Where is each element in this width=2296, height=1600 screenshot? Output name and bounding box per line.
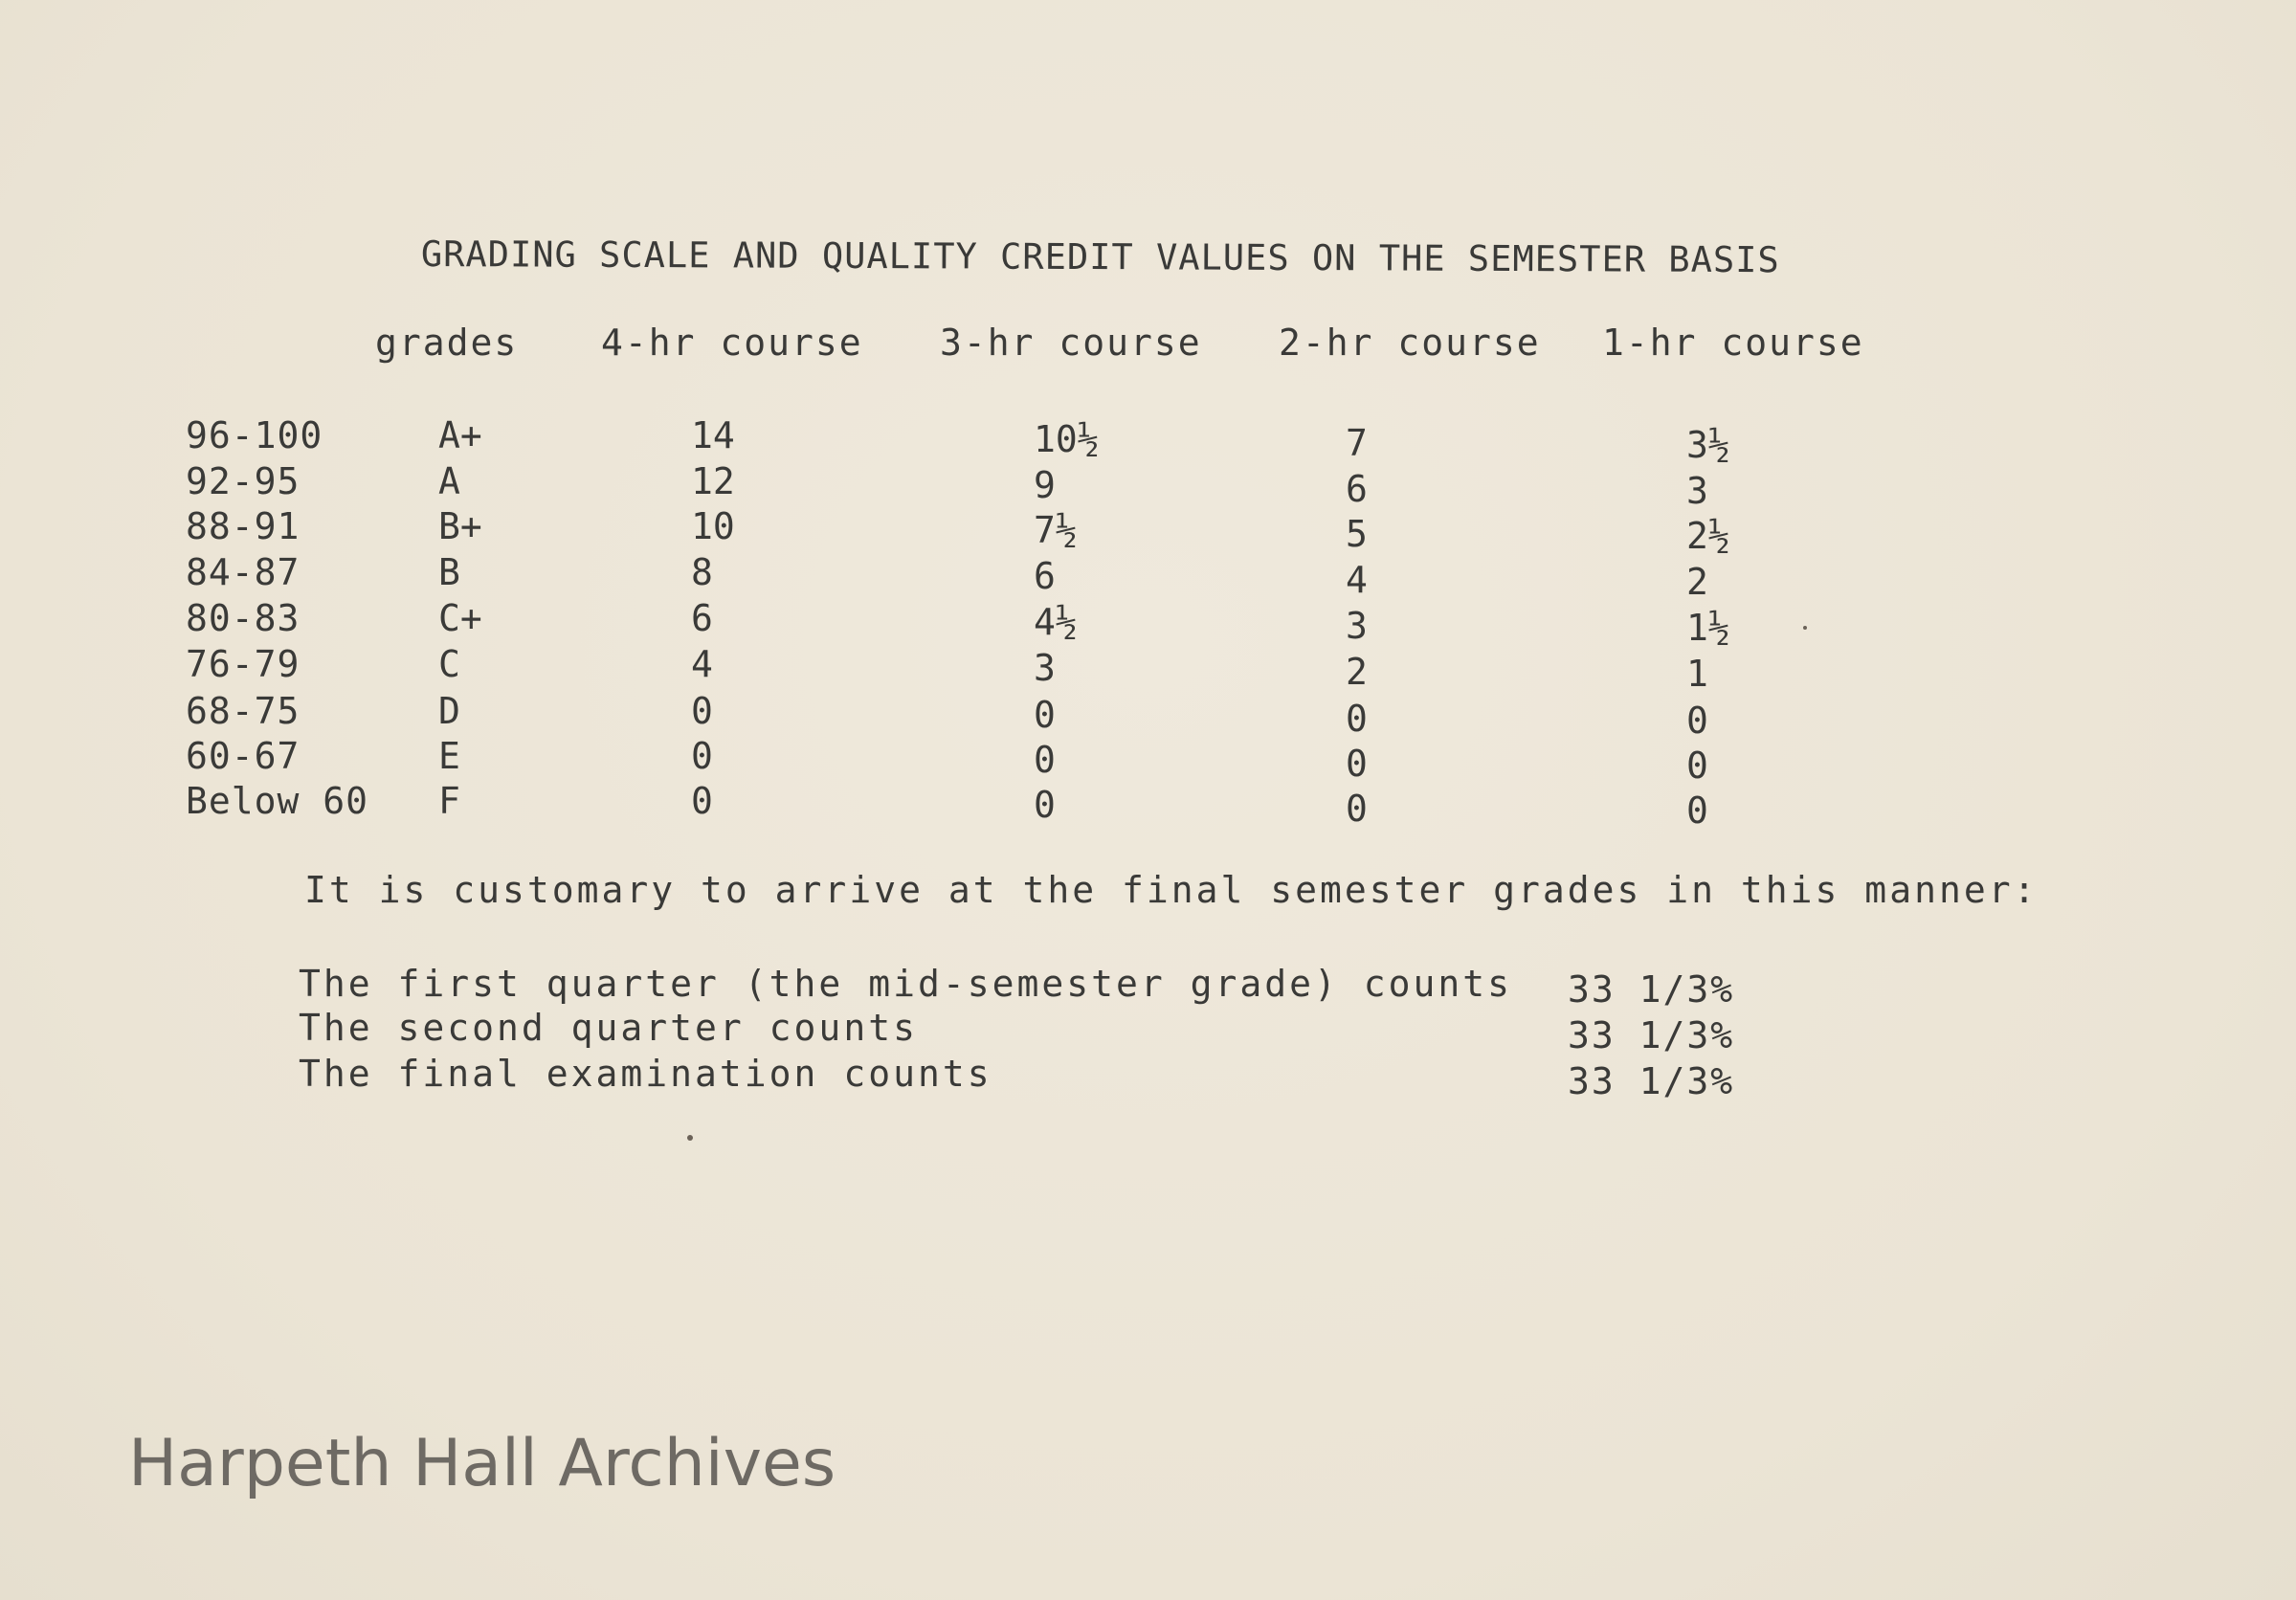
credit-1hr-cell: 3 — [1686, 470, 1708, 512]
credit-1hr-cell: 3½ — [1686, 424, 1730, 466]
paper-speck — [1803, 626, 1807, 630]
header-2hr-course: 2-hr course — [1279, 322, 1541, 364]
credit-2hr-cell: 0 — [1346, 788, 1368, 830]
credit-1hr-cell: 0 — [1686, 789, 1708, 832]
credit-1hr-cell: 1½ — [1686, 607, 1730, 649]
grade-range-cell: Below 60 — [186, 780, 369, 822]
credit-3hr-cell: 3 — [1034, 647, 1056, 689]
paper-speck — [687, 1135, 693, 1141]
letter-grade-cell: C — [438, 643, 460, 685]
credit-2hr-cell: 3 — [1346, 605, 1368, 647]
credit-3hr-cell: 7½ — [1034, 509, 1078, 551]
credit-4hr-cell: 0 — [691, 735, 713, 777]
credit-3hr-cell: 0 — [1034, 784, 1056, 826]
credit-1hr-cell: 0 — [1686, 744, 1708, 787]
weight-label-first-quarter: The first quarter (the mid-semester grade) counts — [299, 963, 1513, 1005]
weight-label-second-quarter: The second quarter counts — [299, 1007, 918, 1049]
credit-4hr-cell: 4 — [691, 643, 713, 685]
letter-grade-cell: E — [438, 735, 460, 777]
credit-2hr-cell: 5 — [1346, 513, 1368, 555]
credit-3hr-cell: 9 — [1034, 464, 1056, 506]
grade-range-cell: 80-83 — [186, 597, 301, 639]
letter-grade-cell: D — [438, 690, 460, 732]
credit-4hr-cell: 12 — [691, 460, 735, 502]
grade-range-cell: 96-100 — [186, 414, 323, 456]
credit-2hr-cell: 0 — [1346, 743, 1368, 785]
credit-3hr-cell: 10½ — [1034, 418, 1100, 460]
document-title: GRADING SCALE AND QUALITY CREDIT VALUES ON THE SEMESTER BASIS — [420, 233, 1780, 281]
letter-grade-cell: B+ — [438, 505, 482, 547]
grade-range-cell: 92-95 — [186, 460, 301, 502]
credit-4hr-cell: 10 — [691, 505, 735, 547]
grade-range-cell: 84-87 — [186, 551, 301, 593]
credit-1hr-cell: 2 — [1686, 561, 1708, 603]
grade-range-cell: 76-79 — [186, 643, 301, 685]
letter-grade-cell: C+ — [438, 597, 482, 639]
credit-2hr-cell: 6 — [1346, 468, 1368, 510]
weight-label-final-exam: The final examination counts — [299, 1053, 992, 1095]
credit-3hr-cell: 4½ — [1034, 601, 1078, 643]
credit-1hr-cell: 2½ — [1686, 515, 1730, 557]
weight-value-first-quarter: 33 1/3% — [1568, 968, 1735, 1011]
credit-4hr-cell: 8 — [691, 551, 713, 593]
credit-2hr-cell: 4 — [1346, 559, 1368, 601]
weight-value-second-quarter: 33 1/3% — [1568, 1014, 1735, 1056]
letter-grade-cell: F — [438, 780, 460, 822]
intro-sentence: It is customary to arrive at the final semester grades in this manner: — [304, 869, 2039, 911]
letter-grade-cell: A+ — [438, 414, 482, 456]
letter-grade-cell: A — [438, 460, 460, 502]
weight-value-final-exam: 33 1/3% — [1568, 1060, 1735, 1102]
credit-3hr-cell: 6 — [1034, 555, 1056, 597]
credit-4hr-cell: 0 — [691, 690, 713, 732]
letter-grade-cell: B — [438, 551, 460, 593]
header-1hr-course: 1-hr course — [1602, 322, 1864, 364]
credit-3hr-cell: 0 — [1034, 739, 1056, 781]
grade-range-cell: 88-91 — [186, 505, 301, 547]
credit-4hr-cell: 14 — [691, 414, 735, 456]
credit-4hr-cell: 0 — [691, 780, 713, 822]
header-3hr-course: 3-hr course — [940, 322, 1202, 364]
credit-2hr-cell: 2 — [1346, 651, 1368, 693]
header-grades: grades — [375, 322, 519, 364]
credit-3hr-cell: 0 — [1034, 694, 1056, 736]
archive-watermark: Harpeth Hall Archives — [128, 1426, 836, 1501]
header-4hr-course: 4-hr course — [601, 322, 863, 364]
credit-2hr-cell: 0 — [1346, 698, 1368, 740]
credit-1hr-cell: 0 — [1686, 700, 1708, 742]
credit-2hr-cell: 7 — [1346, 422, 1368, 464]
credit-1hr-cell: 1 — [1686, 653, 1708, 695]
grade-range-cell: 60-67 — [186, 735, 301, 777]
credit-4hr-cell: 6 — [691, 597, 713, 639]
grade-range-cell: 68-75 — [186, 690, 301, 732]
